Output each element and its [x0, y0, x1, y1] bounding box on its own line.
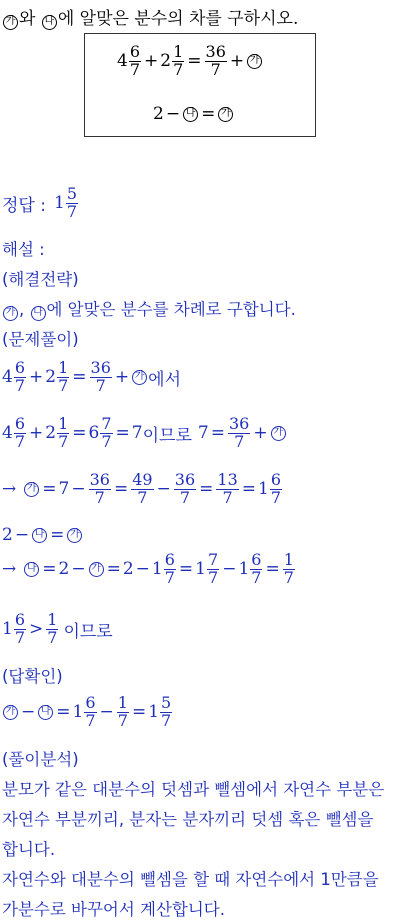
plus: +: [229, 51, 245, 72]
mark-na: 나: [31, 306, 46, 321]
check-title: (답확인): [2, 667, 63, 686]
mark-ga: 가: [67, 528, 82, 543]
question-text-2: 에 알맞은 분수의 차를 구하시오.: [57, 9, 299, 29]
mark-ga: 가: [3, 705, 18, 720]
strategy-text: [2, 296, 296, 321]
equals: =: [201, 104, 216, 124]
analysis-line-2: 자연수 부분끼리, 분자는 분자끼리 덧셈 혹은 뺄셈을: [2, 810, 374, 829]
mark-na: 나: [24, 562, 39, 577]
solution-label: 해설 :: [2, 240, 45, 259]
fraction: $\frac{1}{7}$: [173, 42, 184, 79]
mark-ga: 가: [271, 426, 286, 441]
answer-fraction: $\frac{5}{7}$: [66, 184, 77, 221]
analysis-line-5: 가분수로 바꾸어서 계산합니다.: [2, 900, 225, 919]
work-line-5: → 나 = 2 − 가 = 2 − 1 $\frac{6}{7}$ = 1 $\frac{7}{7}$ − 1 $\frac{6}{7}$ = $\frac{1}{7}$: [2, 550, 294, 587]
work-line-2: 4 $\frac{6}{7}$ + 2 $\frac{1}{7}$ = 6 $\frac{7}{7}$ = 7 이므로 7 = $\frac{36}{7}$ + 가: [2, 416, 287, 451]
mark-na: 나: [183, 107, 198, 122]
mark-ga: 가: [132, 370, 147, 385]
equation-box: [84, 33, 316, 137]
question-text-1: 와: [19, 9, 36, 29]
box-equation-1: [117, 44, 263, 79]
fraction: $\frac{6}{7}$: [129, 42, 141, 79]
work-line-3: → 가 = 7 − $\frac{36}{7}$ = $\frac{49}{7}$ − $\frac{36}{7}$ = $\frac{13}{7}$ = 1 $\frac{6}{7}$: [2, 470, 282, 507]
plus: +: [144, 51, 159, 72]
fraction: $\frac{6}{7}$: [14, 358, 26, 395]
mark-ga: 가: [218, 107, 233, 122]
mark-ga: 가: [24, 482, 39, 497]
whole: 2: [160, 51, 172, 72]
strategy-sentence: 에 알맞은 분수를 차례로 구합니다.: [46, 300, 296, 319]
mark-ga: 가: [3, 306, 18, 321]
equals: =: [187, 51, 202, 72]
answer-line: [2, 186, 79, 221]
since-text: 이므로: [63, 621, 113, 642]
strategy-title: (해결전략): [2, 270, 79, 289]
mark-ga: 가: [3, 15, 18, 30]
suffix: 에서: [148, 369, 181, 390]
compare-line: 1 $\frac{6}{7}$ > $\frac{1}{7}$ 이므로: [2, 610, 113, 647]
fraction: $\frac{1}{7}$: [58, 358, 69, 395]
question: [2, 4, 298, 30]
work-line-4: 2 − 나 = 가: [2, 525, 83, 545]
since-text: 이므로: [142, 425, 192, 446]
analysis-title: (풀이분석): [2, 750, 79, 769]
box-equation-2: [153, 104, 234, 124]
mark-na: 나: [38, 705, 53, 720]
comma: ,: [19, 300, 25, 319]
work-line-1: 4 $\frac{6}{7}$ + 2 $\frac{1}{7}$ = $\frac{36}{7}$ + 가 에서: [2, 358, 181, 395]
analysis-line-1: 분모가 같은 대분수의 덧셈과 뺄셈에서 자연수 부분은: [2, 780, 385, 799]
answer-label: 정답 :: [2, 195, 46, 216]
arrow: →: [2, 479, 17, 500]
mark-ga: 가: [89, 562, 104, 577]
mark-na: 나: [42, 15, 57, 30]
analysis-line-3: 합니다.: [2, 840, 56, 859]
fraction: $\frac{36}{7}$: [90, 358, 111, 395]
check-line: 가 − 나 = 1 $\frac{6}{7}$ − $\frac{1}{7}$ = 1 $\frac{5}{7}$: [2, 695, 173, 730]
fraction: $\frac{36}{7}$: [205, 42, 226, 79]
analysis-line-4: 자연수와 대분수의 뺄셈을 할 때 자연수에서 1만큼을: [2, 870, 379, 889]
minus: −: [165, 104, 181, 124]
mark-ga: 가: [247, 54, 262, 69]
mark-na: 나: [32, 528, 47, 543]
answer-whole: 1: [53, 193, 65, 214]
whole: 4: [117, 51, 128, 72]
work-title: (문제풀이): [2, 330, 79, 349]
number: 2: [153, 104, 164, 124]
